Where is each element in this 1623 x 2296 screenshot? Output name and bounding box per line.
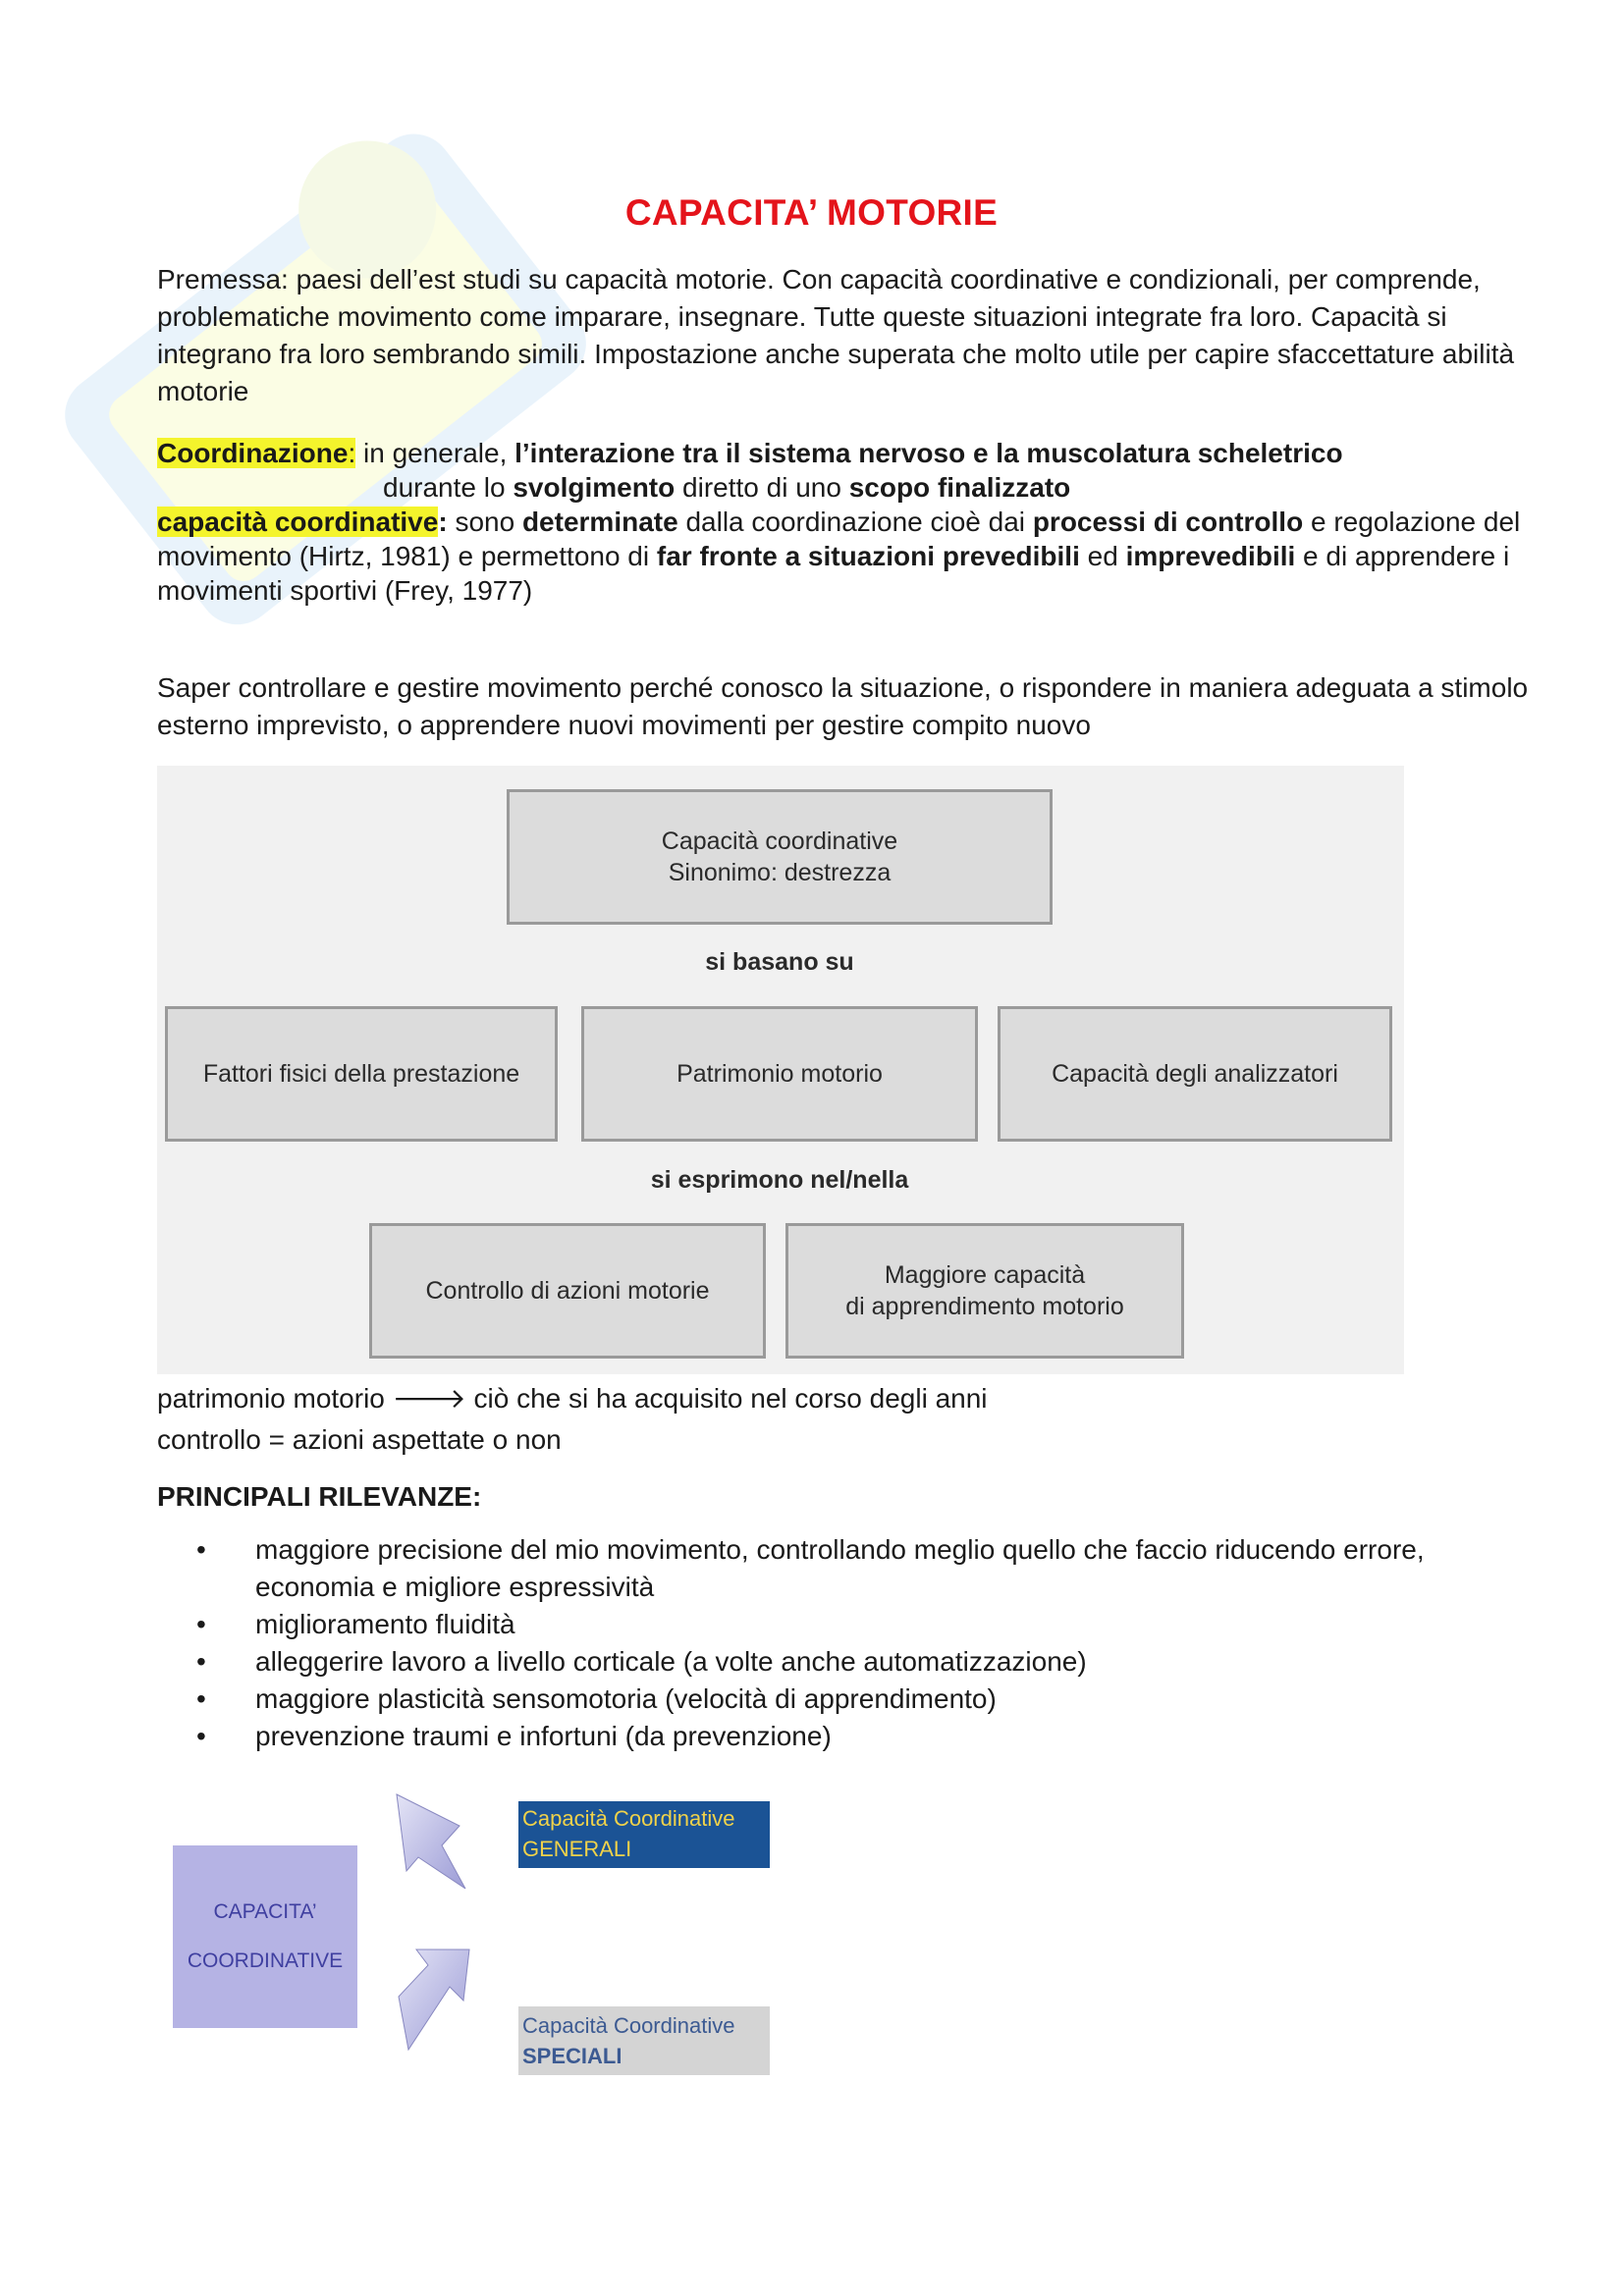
notes-block xyxy=(157,1378,1532,1461)
rilevanze-heading: PRINCIPALI RILEVANZE: xyxy=(157,1481,482,1512)
diagram-box-analizzatori: Capacità degli analizzatori xyxy=(998,1006,1392,1142)
list-item: • alleggerire lavoro a livello corticale (a volte anche automatizzazione) xyxy=(196,1643,1512,1681)
premessa-paragraph: Premessa: paesi dell’est studi su capacità motorie. Con capacità coordinative e condizionali, per comprende, problematiche movimento come imparare, insegnare. Tutte queste situazioni integrate fra loro. Capacità si integrano fra loro sembrando simili. Impostazione anche superata che molto utile per capire sfaccettature abilità motorie xyxy=(157,264,1515,406)
rilevanze-list xyxy=(196,1531,1512,1755)
coordinative-diagram xyxy=(157,766,1404,1374)
note-patrimonio: patrimonio motorio 🡒 ciò che si ha acquisito nel corso degli anni xyxy=(157,1383,988,1414)
arrow-down-right-icon xyxy=(399,1949,469,2050)
list-item: • maggiore precisione del mio movimento, controllando meglio quello che faccio riducendo errore, economia e migliore espressività xyxy=(196,1531,1512,1606)
capacita-term: capacità coordinative xyxy=(157,507,439,537)
list-item: • miglioramento fluidità xyxy=(196,1606,1512,1643)
coordinazione-definition: Coordinazione: in generale, l’interazione tra il sistema nervoso e la muscolatura scheletrico durante lo svolgimento diretto di uno scopo finalizzato xyxy=(157,438,1343,503)
diagram-label-based: si basano su xyxy=(705,948,854,976)
diagram-box-controllo: Controllo di azioni motorie xyxy=(369,1223,766,1359)
note-controllo: controllo = azioni aspettate o non xyxy=(157,1424,562,1455)
diagram-box-maggiore: Maggiore capacità di apprendimento motorio xyxy=(785,1223,1184,1359)
diagram-top-box: Capacità coordinative Sinonimo: destrezza xyxy=(507,789,1053,925)
definitions-block xyxy=(157,436,1532,608)
list-item: • prevenzione traumi e infortuni (da prevenzione) xyxy=(196,1718,1512,1755)
speciali-box: Capacità Coordinative SPECIALI xyxy=(518,2006,770,2075)
page-title: CAPACITA’ MOTORIE xyxy=(624,192,999,233)
arrow-right-icon: 🡒 xyxy=(392,1383,466,1414)
capacita-coordinative-box: CAPACITA’ COORDINATIVE xyxy=(173,1845,357,2028)
saper-paragraph: Saper controllare e gestire movimento perché conosco la situazione, o rispondere in maniera adeguata a stimolo esterno imprevisto, o apprendere nuovi movimenti per gestire compito nuovo xyxy=(157,672,1529,740)
coordinazione-term: Coordinazione xyxy=(157,438,349,468)
generali-box: Capacità Coordinative GENERALI xyxy=(518,1801,770,1868)
capacita-coordinative-definition: capacità coordinative: sono determinate dalla coordinazione cioè dai processi di controllo e regolazione del movimento (Hirtz, 1981) e permettono di far fronte a situazioni prevedibili ed imprevedibili e di apprendere i movimenti sportivi (Frey, 1977) xyxy=(157,507,1521,606)
diagram-box-fattori: Fattori fisici della prestazione xyxy=(165,1006,558,1142)
diagram-label-express: si esprimono nel/nella xyxy=(650,1166,909,1194)
arrow-up-right-icon xyxy=(397,1794,465,1889)
diagram-box-patrimonio: Patrimonio motorio xyxy=(581,1006,978,1142)
list-item: • maggiore plasticità sensomotoria (velocità di apprendimento) xyxy=(196,1681,1512,1718)
arrows-graphic xyxy=(379,1785,507,2079)
